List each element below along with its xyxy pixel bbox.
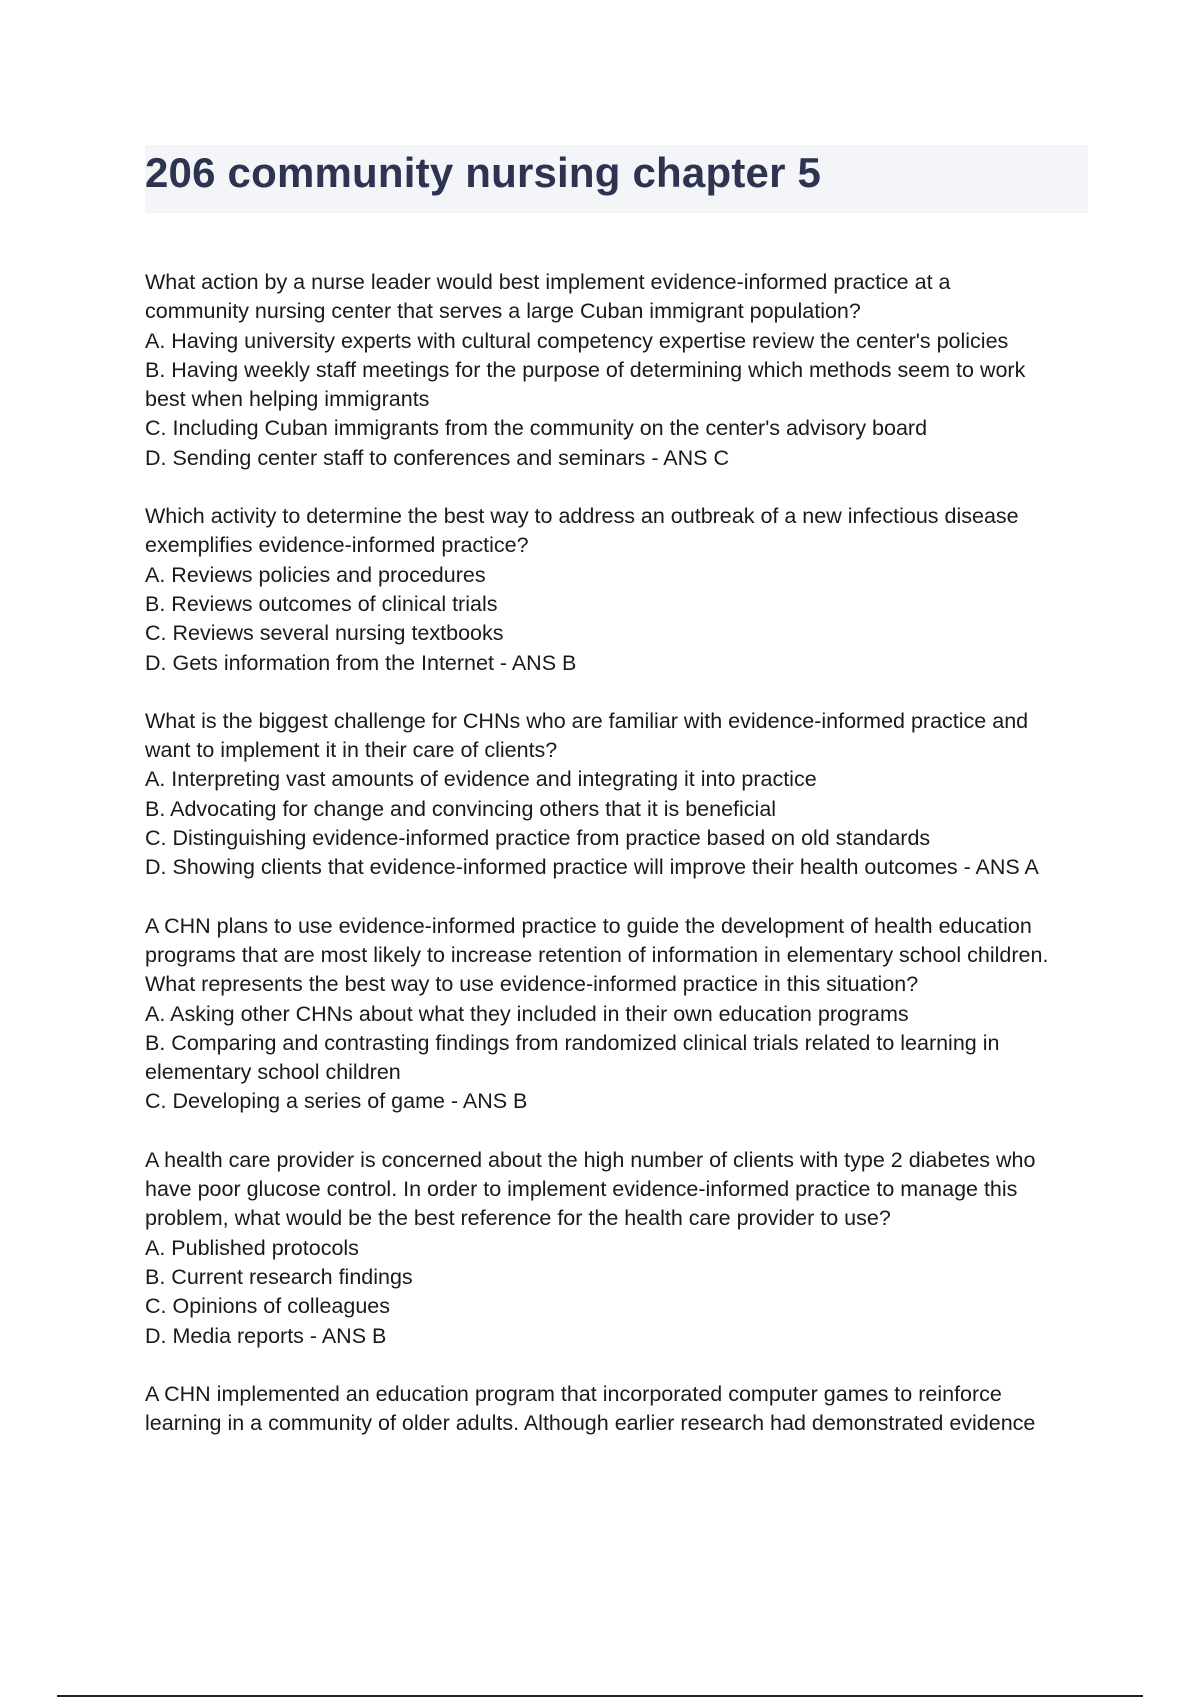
answer-option: elementary school children [145, 1060, 401, 1085]
answer-option: B. Reviews outcomes of clinical trials [145, 591, 498, 616]
question-text-line: What represents the best way to use evidence-informed practice in this situation? [145, 972, 919, 997]
question-text-line: What action by a nurse leader would best implement evidence-informed practice at a [145, 270, 951, 294]
answer-option: A. Reviews policies and procedures [145, 562, 486, 587]
answer-option-with-key: D. Showing clients that evidence-informed practice will improve their health outcomes - ANS A [145, 855, 1039, 880]
question-text-line: programs that are most likely to increase retention of information in elementary school children. [145, 942, 1049, 967]
question-text-line: problem, what would be the best reference for the health care provider to use? [145, 1206, 891, 1231]
answer-option: B. Comparing and contrasting findings from randomized clinical trials related to learning in [145, 1030, 1000, 1055]
question-list [145, 268, 1085, 1467]
question-text-line: A health care provider is concerned about the high number of clients with type 2 diabetes who [145, 1147, 1036, 1172]
answer-option-with-key: D. Sending center staff to conferences and seminars - ANS C [145, 445, 729, 470]
answer-option: B. Having weekly staff meetings for the purpose of determining which methods seem to work [145, 357, 1026, 382]
question-block [145, 268, 1085, 473]
question-text-line: What is the biggest challenge for CHNs who are familiar with evidence-informed practice and [145, 708, 1029, 733]
question-block [145, 912, 1085, 1117]
question-text-line: want to implement it in their care of clients? [145, 738, 558, 763]
question-text-line: A CHN implemented an education program that incorporated computer games to reinforce [145, 1381, 1002, 1406]
question-text-line: A CHN plans to use evidence-informed practice to guide the development of health education [145, 913, 1032, 938]
question-block [145, 1380, 1085, 1439]
page-title: 206 community nursing chapter 5 [145, 149, 822, 196]
answer-option: A. Interpreting vast amounts of evidence and integrating it into practice [145, 767, 817, 792]
answer-option: C. Including Cuban immigrants from the community on the center's advisory board [145, 416, 928, 441]
answer-option: B. Current research findings [145, 1264, 413, 1289]
answer-option: A. Asking other CHNs about what they included in their own education programs [145, 1001, 909, 1026]
answer-option: C. Opinions of colleagues [145, 1294, 391, 1319]
answer-option: best when helping immigrants [145, 387, 430, 412]
answer-option-with-key: D. Gets information from the Internet - ANS B [145, 650, 577, 675]
question-block [145, 1146, 1085, 1351]
question-text-line: have poor glucose control. In order to implement evidence-informed practice to manage this [145, 1177, 1018, 1202]
question-text-line: community nursing center that serves a large Cuban immigrant population? [145, 299, 861, 324]
answer-option: C. Distinguishing evidence-informed practice from practice based on old standards [145, 826, 931, 851]
answer-option: A. Published protocols [145, 1235, 359, 1260]
question-block [145, 502, 1085, 678]
question-text-line: exemplifies evidence-informed practice? [145, 533, 529, 558]
question-block [145, 707, 1085, 883]
page-bottom-divider [57, 1695, 1143, 1697]
question-text-line: learning in a community of older adults. Although earlier research had demonstrated evidence [145, 1411, 1036, 1436]
question-text-line: Which activity to determine the best way to address an outbreak of a new infectious disease [145, 504, 1019, 529]
answer-option-with-key: D. Media reports - ANS B [145, 1323, 387, 1348]
answer-option: C. Reviews several nursing textbooks [145, 621, 504, 646]
answer-option: B. Advocating for change and convincing others that it is beneficial [145, 796, 777, 821]
answer-option: A. Having university experts with cultural competency expertise review the center's policies [145, 328, 1009, 353]
answer-option-with-key: C. Developing a series of game - ANS B [145, 1089, 528, 1114]
